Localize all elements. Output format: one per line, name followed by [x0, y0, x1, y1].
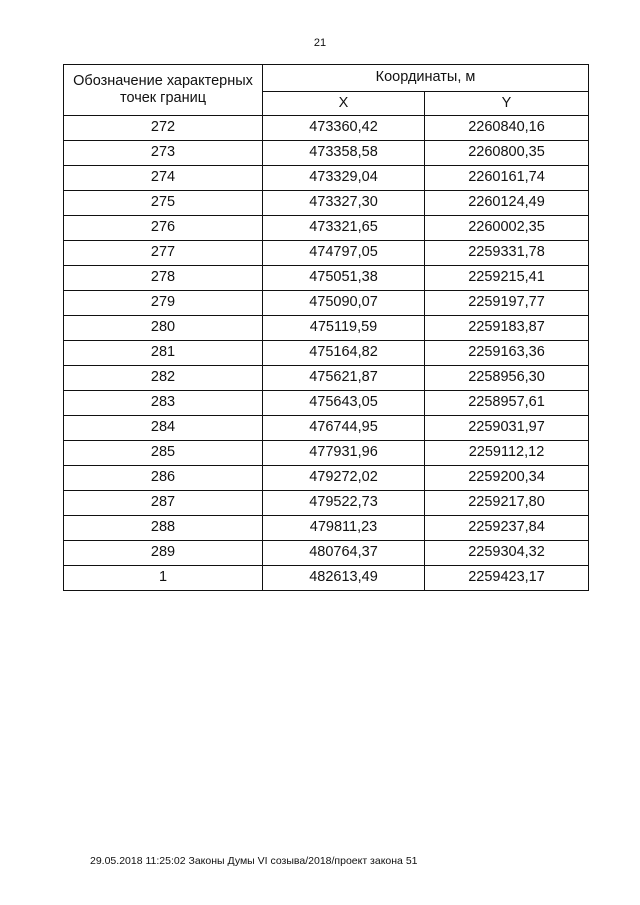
cell-x: 473327,30	[263, 191, 425, 216]
cell-y: 2259237,84	[425, 516, 589, 541]
cell-y: 2259331,78	[425, 241, 589, 266]
cell-y: 2260840,16	[425, 116, 589, 141]
coordinates-table	[63, 64, 589, 591]
table-row	[64, 416, 589, 441]
table-row	[64, 566, 589, 591]
x-header: X	[263, 92, 425, 116]
designation-header: Обозначение характерных точек границ	[64, 65, 263, 116]
cell-point: 277	[64, 241, 263, 266]
table-row	[64, 391, 589, 416]
cell-x: 482613,49	[263, 566, 425, 591]
y-header: Y	[425, 92, 589, 116]
cell-point: 289	[64, 541, 263, 566]
table-row	[64, 116, 589, 141]
cell-y: 2259217,80	[425, 491, 589, 516]
table-body	[64, 116, 589, 591]
table-row	[64, 216, 589, 241]
cell-x: 479272,02	[263, 466, 425, 491]
cell-point: 284	[64, 416, 263, 441]
cell-y: 2259423,17	[425, 566, 589, 591]
cell-point: 280	[64, 316, 263, 341]
table-row	[64, 241, 589, 266]
table-row	[64, 166, 589, 191]
cell-x: 475643,05	[263, 391, 425, 416]
table-row	[64, 516, 589, 541]
cell-y: 2259163,36	[425, 341, 589, 366]
cell-x: 479522,73	[263, 491, 425, 516]
coordinates-header: Координаты, м	[263, 65, 589, 92]
cell-y: 2258956,30	[425, 366, 589, 391]
cell-point: 275	[64, 191, 263, 216]
cell-point: 276	[64, 216, 263, 241]
cell-y: 2259200,34	[425, 466, 589, 491]
cell-x: 475090,07	[263, 291, 425, 316]
cell-x: 479811,23	[263, 516, 425, 541]
cell-y: 2260161,74	[425, 166, 589, 191]
cell-x: 473358,58	[263, 141, 425, 166]
table-row	[64, 291, 589, 316]
cell-x: 475621,87	[263, 366, 425, 391]
cell-y: 2260002,35	[425, 216, 589, 241]
cell-y: 2259183,87	[425, 316, 589, 341]
cell-x: 477931,96	[263, 441, 425, 466]
cell-y: 2260124,49	[425, 191, 589, 216]
table-row	[64, 141, 589, 166]
cell-point: 279	[64, 291, 263, 316]
cell-x: 474797,05	[263, 241, 425, 266]
table-row	[64, 316, 589, 341]
table-row	[64, 441, 589, 466]
cell-y: 2258957,61	[425, 391, 589, 416]
cell-point: 274	[64, 166, 263, 191]
cell-point: 282	[64, 366, 263, 391]
cell-x: 473321,65	[263, 216, 425, 241]
cell-x: 476744,95	[263, 416, 425, 441]
cell-point: 286	[64, 466, 263, 491]
table-row	[64, 466, 589, 491]
table-row	[64, 341, 589, 366]
cell-x: 475051,38	[263, 266, 425, 291]
cell-y: 2260800,35	[425, 141, 589, 166]
cell-point: 281	[64, 341, 263, 366]
cell-point: 285	[64, 441, 263, 466]
table-row	[64, 491, 589, 516]
table-row	[64, 191, 589, 216]
cell-point: 283	[64, 391, 263, 416]
cell-point: 278	[64, 266, 263, 291]
cell-x: 480764,37	[263, 541, 425, 566]
cell-y: 2259031,97	[425, 416, 589, 441]
table-row	[64, 541, 589, 566]
cell-y: 2259215,41	[425, 266, 589, 291]
cell-x: 473360,42	[263, 116, 425, 141]
cell-point: 273	[64, 141, 263, 166]
table-row	[64, 366, 589, 391]
cell-y: 2259112,12	[425, 441, 589, 466]
table-row	[64, 266, 589, 291]
cell-x: 475119,59	[263, 316, 425, 341]
cell-point: 287	[64, 491, 263, 516]
page-number: 21	[313, 37, 327, 49]
footer-stamp: 29.05.2018 11:25:02 Законы Думы VI созыва/2018/проект закона 51	[90, 855, 418, 867]
cell-point: 288	[64, 516, 263, 541]
cell-point: 1	[64, 566, 263, 591]
cell-y: 2259304,32	[425, 541, 589, 566]
cell-x: 475164,82	[263, 341, 425, 366]
cell-y: 2259197,77	[425, 291, 589, 316]
cell-point: 272	[64, 116, 263, 141]
cell-x: 473329,04	[263, 166, 425, 191]
